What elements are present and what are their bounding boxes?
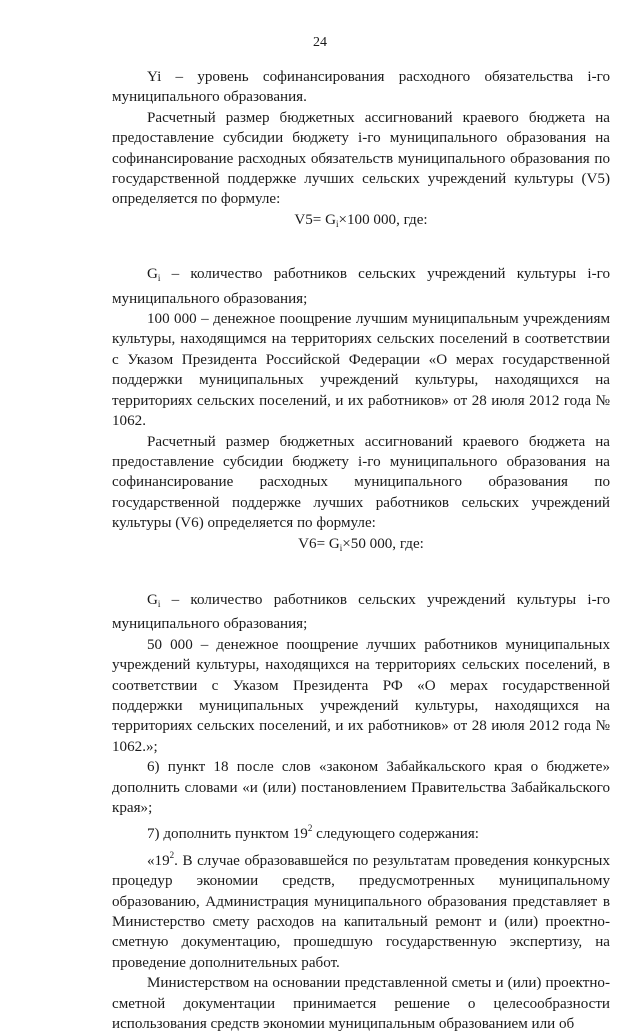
paragraph-yi-definition: Yi – уровень софинансирования расходного обязательства i-го муниципального образования. <box>112 69 610 106</box>
formula-v6: $V6= G_i\times 50$ 000, где: <box>298 535 424 553</box>
paragraph-100000-definition: 100 000 – денежное поощрение лучшим муниципальным учреждениям культуры, находящимся на территориях сельских поселений в соответствии с Указом Президента Российской Федерации «О мерах государственной поддержки муниципальных учреждений культуры, находящихся на территориях сельских поселений, и их работников» от 28 июля 2012 года № 1062. <box>112 311 610 430</box>
paragraph-clause-19-2: «$19^2$. В случае образовавшейся по результатам проведения конкурсных процедур экономии средств, предусмотренных муниципальному образованию, Администрация муниципального образования представляет в Министерство смету расходов на капитальный ремонт и (или) проектно-сметную документацию, прошедшую государственную экспертизу, на проведение дополнительных работ. <box>112 849 610 971</box>
paragraph-gi-definition-2: $G_i$ – количество работников сельских учреждений культуры i-го муниципального образования; <box>112 591 610 633</box>
page-number: 24 <box>313 35 327 50</box>
paragraph-item-6: 6) пункт 18 после слов «законом Забайкальского края о бюджете» дополнить словами «и (или) постановлением Правительства Забайкальского края»; <box>112 759 610 816</box>
paragraph-50000-definition: 50 000 – денежное поощрение лучших работников муниципальных учреждений культуры, находящихся на территориях сельских поселений, в соответствии с Указом Президента РФ «О мерах государственной поддержки муниципальных учреждений культуры, находящихся на территориях сельских поселений, и их работников» от 28 июля 2012 года № 1062.»; <box>112 636 610 755</box>
paragraph-v5-intro: Расчетный размер бюджетных ассигнований краевого бюджета на предоставление субсидии бюджету i-го муниципального образования на софинансирование расходных обязательств муниципального образования по государственной поддержке лучших сельских учреждений культуры (V5) определяется по формуле: <box>112 109 610 208</box>
formula-v5: $V5= G_i\times 100$ 000, где: <box>294 211 428 229</box>
document-body <box>112 67 610 1034</box>
paragraph-gi-definition-1: $G_i$ – количество работников сельских учреждений культуры i-го муниципального образования; <box>112 266 610 307</box>
paragraph-item-7: 7) дополнить пунктом $19^2$ следующего содержания: <box>147 823 479 843</box>
paragraph-v6-intro: Расчетный размер бюджетных ассигнований краевого бюджета на предоставление субсидии бюджету i-го муниципального образования на софинансирование расходных муниципального образования по государственной поддержке лучших работников сельских учреждений культуры (V6) определяется по формуле: <box>112 433 610 532</box>
paragraph-ministry-decision: Министерством на основании представленной сметы и (или) проектно-сметной документации принимается решение о целесообразности использования средств экономии муниципальным образованием или об <box>112 975 610 1033</box>
